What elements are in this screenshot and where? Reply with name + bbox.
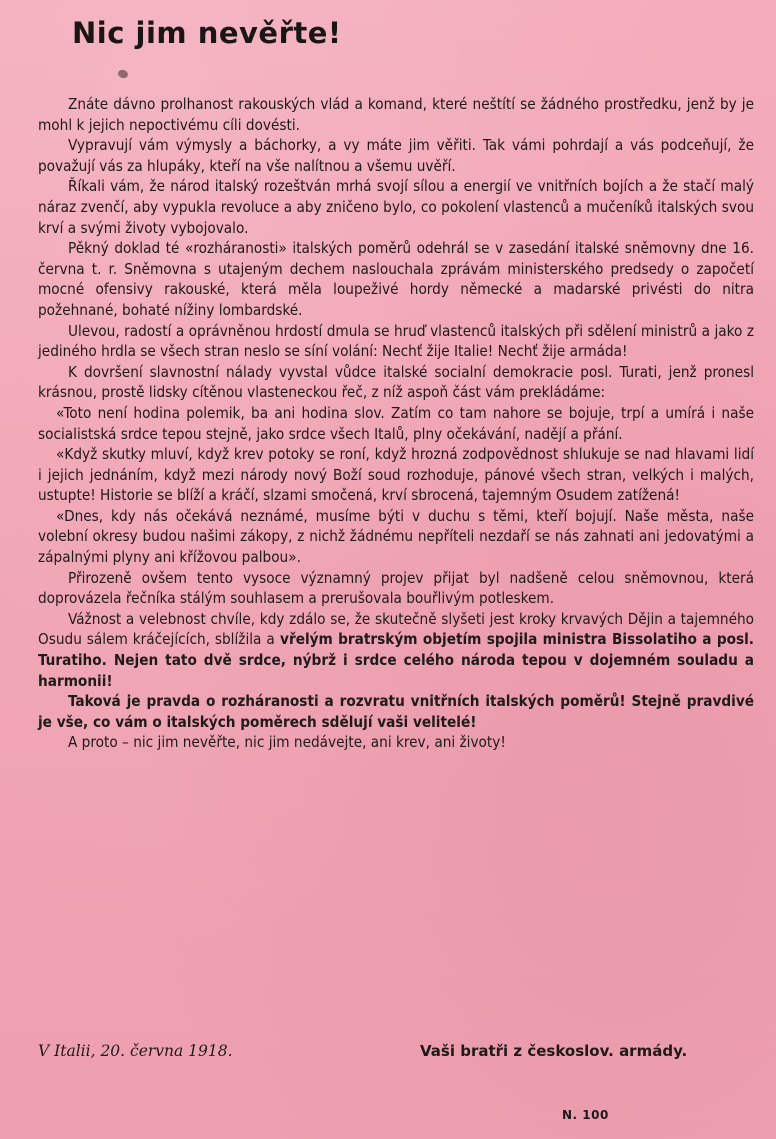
paragraph-11-bold: vřelým bratrským objetím spojila ministra Bissolatiho a posl. Turatiho. Nejen tato dvě srdce, nýbrž i srdce celého národa tepou v dojemném souladu a harmonii! xyxy=(38,630,754,690)
leaflet-number: N. 100 xyxy=(562,1108,609,1122)
ink-blot xyxy=(117,69,129,80)
paragraph-12-bold: Taková je pravda o rozháranosti a rozvratu vnitřních italských poměrů! Stejně pravdivé je vše, co vám o italských poměrech sdělují vaši velitelé! xyxy=(38,692,754,731)
paragraph-11-text: Vážnost a velebnost chvíle, kdy zdálo se, že skutečně slyšeti jest kroky krvavých Dějin a tajemného Osudu sálem kráčejících, sblížila a xyxy=(38,609,754,649)
paragraph-4: Pěkný doklad té «rozháranosti» italských poměrů odehrál se v zasedání italské sněmovny dne 16. června t. r. Sněmovna s utajeným dechem naslouchala zprávám ministerského predsedy o započetí mocné ofensivy rakouské, která měla loupeživé hordy německé a madarské privésti do nitra požehnané, bohaté nížiny lombardské. xyxy=(38,239,754,319)
signature-authors: Vaši bratři z českoslov. armády. xyxy=(420,1042,688,1060)
quote-paragraph-3: «Dnes, kdy nás očekává neznámé, musíme býti v duchu s těmi, kteří bojují. Naše města, naše volební okresy budou našimi zákopy, z nichž žádnému nepříteli nezdaří se nás zahnati ani jedovatými a zápalnými plyny ani křížovou palbou». xyxy=(38,506,754,567)
paragraph-3: Říkali vám, že národ italský rozeštván mrhá svojí sílou a energií ve vnitřních bojích a že stačí malý náraz zvenčí, aby vypukla revoluce a aby zničeno bylo, co pokolení vlastenců a mučeníků italských svou krví a svými životy vybojovalo. xyxy=(38,177,754,237)
quote-paragraph-2: «Když skutky mluví, když krev potoky se roní, když hrozná zodpovědnost shlukuje se nad hlavami lidí i jejich jednáním, když mezi národy nový Boží soud rozhoduje, pánové všech stran, velkých i malých, ustupte! Historie se blíží a kráčí, slzami smočená, krví sbrocená, tajemným Osudem zatížená! xyxy=(38,445,754,505)
leaflet-body xyxy=(38,94,754,753)
paragraph-1: Znáte dávno prolhanost rakouských vlád a komand, které neštítí se žádného prostředku, jenž by je mohl k jejich nepoctivému cíli dovésti. xyxy=(38,95,754,134)
page-title: Nic jim nevěřte! xyxy=(72,16,342,50)
paragraph-10: Přirozeně ovšem tento vysoce významný projev přijat byl nadšeně celou sněmovnou, která doprovázela řečníka stálým souhlasem a prerušovala bouřlivým potleskem. xyxy=(38,568,754,608)
quote-paragraph-1: «Toto není hodina polemik, ba ani hodina slov. Zatím co tam nahore se bojuje, trpí a umírá i naše socialistská srdce tepou stejně, jako srdce všech Italů, plny očekávání, nadějí a přání. xyxy=(38,403,754,443)
paragraph-2: Vypravují vám výmysly a báchorky, a vy máte jim věřiti. Tak vámi pohrdají a vás podceňují, že považují vás za hlupáky, kteří na vše nalítnou a všemu uvěří. xyxy=(38,136,754,175)
paragraph-13: A proto – nic jim nevěřte, nic jim nedávejte, ani krev, ani životy! xyxy=(68,733,506,752)
paragraph-5: Ulevou, radostí a oprávněnou hrdostí dmula se hruď vlastenců italských při sdělení ministrů a jako z jediného hrdla se všech stran neslo se síní volání: Nechť žije Italie! Nechť žije armáda! xyxy=(38,321,754,361)
signature-place-date: V Italii, 20. června 1918. xyxy=(38,1042,233,1060)
paragraph-11 xyxy=(38,609,754,691)
paragraph-6: K dovršení slavnostní nálady vyvstal vůdce italské socialní demokracie posl. Turati, jenž pronesl krásnou, prostě lidsky cítěnou vlasteneckou řeč, z níž aspoň část vám prekládáme: xyxy=(38,362,754,402)
